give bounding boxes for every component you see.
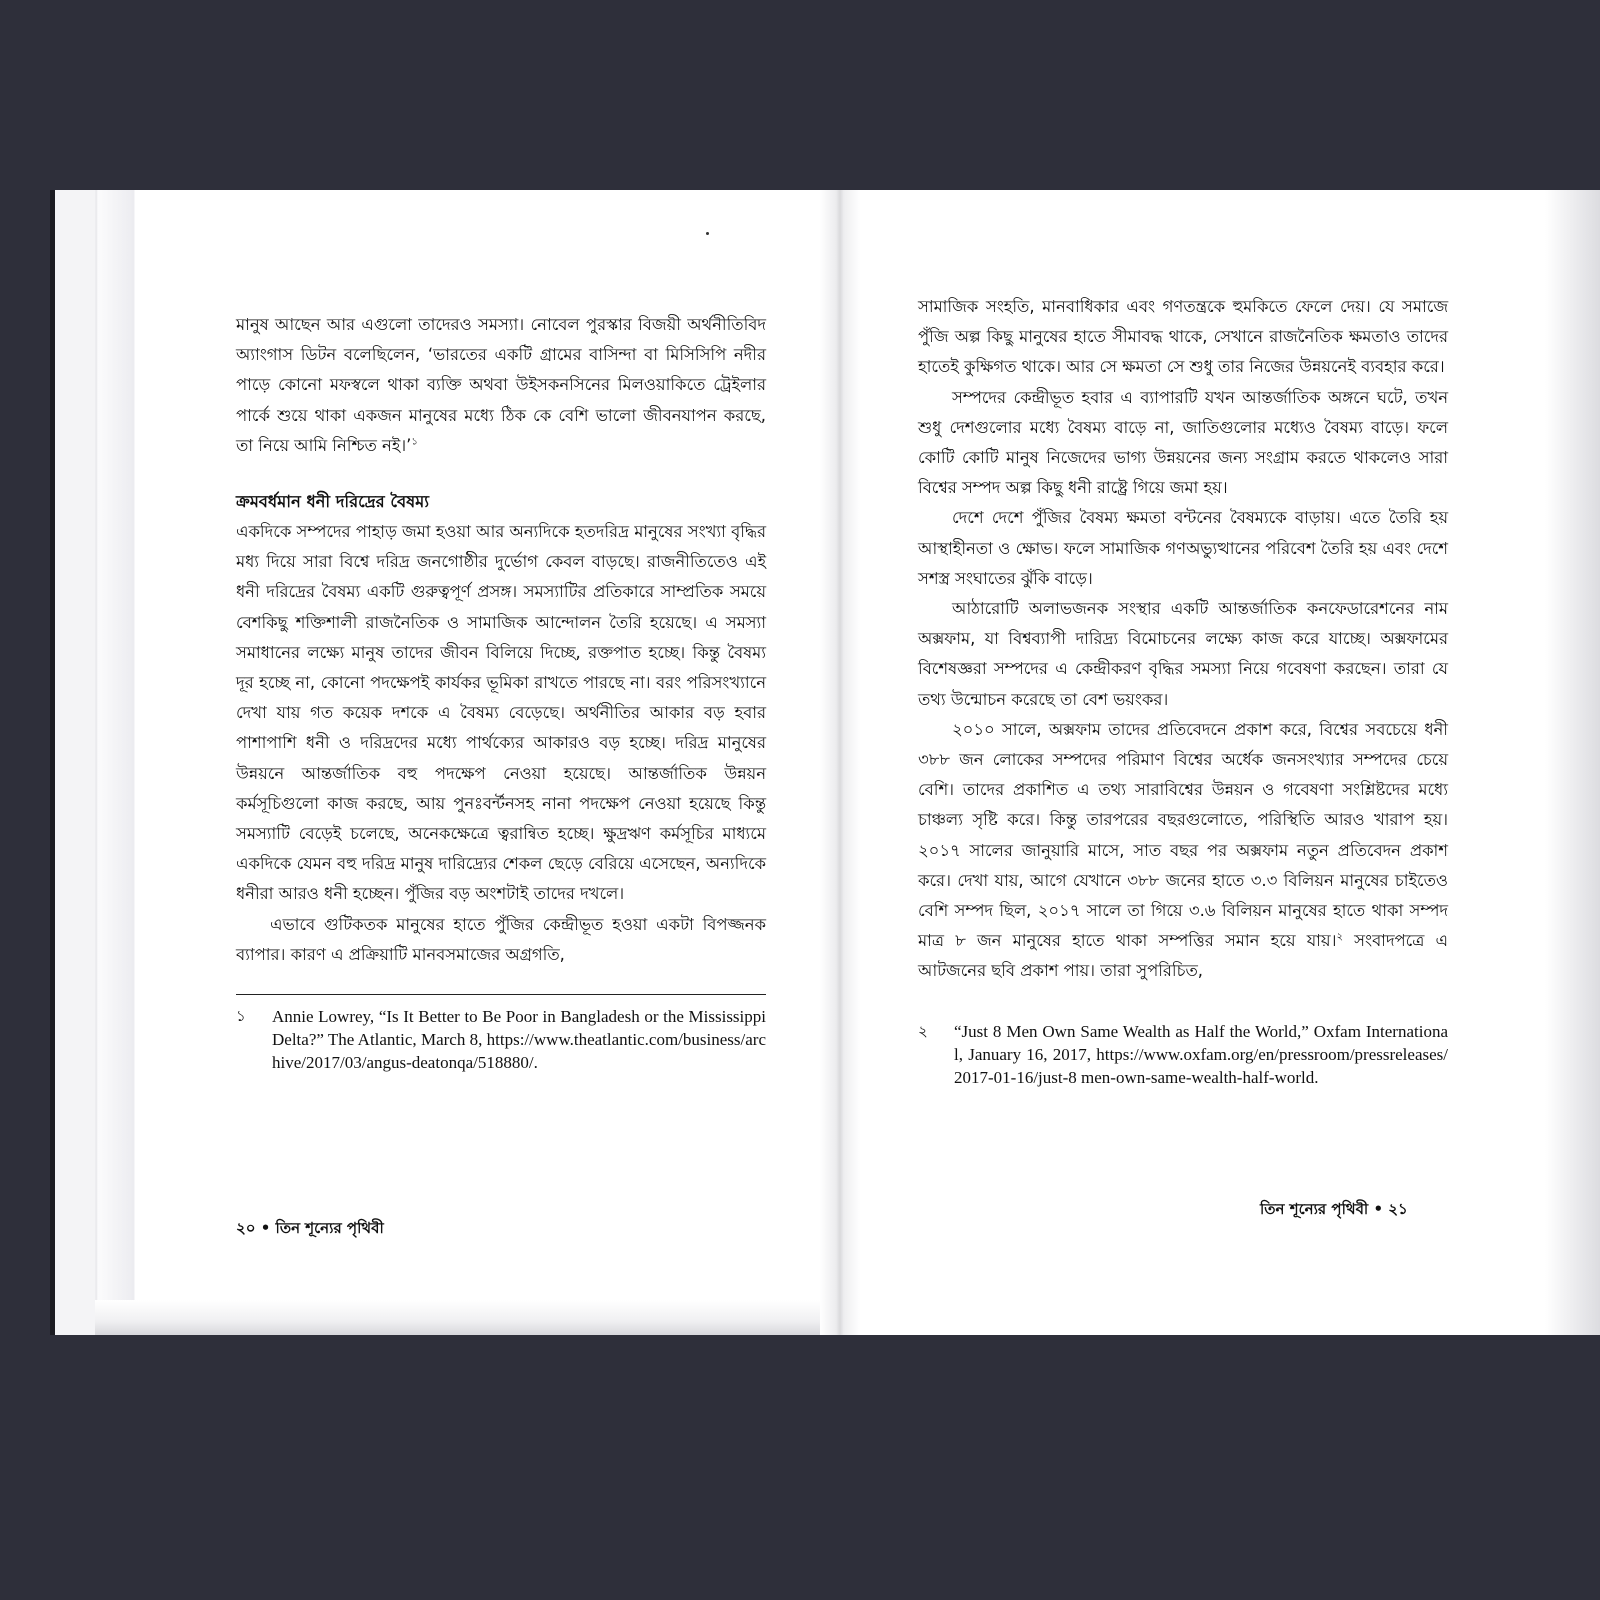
footnote-text: “Just 8 Men Own Same Wealth as Half the World,” Oxfam International, January 16, 2017, https://www.oxfam.org/en/pressroom/pressreleases/2017-01-16/just-8 men-own-same-wealth-half-world. xyxy=(954,1021,1448,1087)
left-paragraph-2: একদিকে সম্পদের পাহাড় জমা হওয়া আর অন্যদিকে হতদরিদ্র মানুষের সংখ্যা বৃদ্ধির মধ্য দিয়ে সারা বিশ্বে দরিদ্র জনগোষ্ঠীর দুর্ভোগ কেবল বাড়ছে। রাজনীতিতেও এই ধনী দরিদ্রের বৈষম্য একটি গুরুত্বপূর্ণ প্রসঙ্গ। সমস্যাটির প্রতিকারে সাম্প্রতিক সময়ে বেশকিছু শক্তিশালী রাজনৈতিক ও সামাজিক আন্দোলন তৈরি হয়েছে। এ সমস্যা সমাধানের লক্ষ্যে মানুষ তাদের জীবন বিলিয়ে দিচ্ছে, রক্তপাত হচ্ছে। কিন্তু বৈষম্য দূর হচ্ছে না, কোনো পদক্ষেপই কার্যকর ভূমিকা রাখতে পারছে না। বরং পরিসংখ্যানে দেখা যায় গত কয়েক দশকে এ বৈষম্য বেড়েছে। অর্থনীতির আকার বড় হবার পাশাপাশি ধনী ও দরিদ্রদের মধ্যে পার্থক্যের আকারও বড় হচ্ছে। দরিদ্র মানুষের উন্নয়নে আন্তর্জাতিক বহু পদক্ষেপ নেওয়া হয়েছে। আন্তর্জাতিক উন্নয়ন কর্মসূচিগুলো কাজ করছে, আয় পুনঃবর্ন্টনসহ নানা পদক্ষেপ নেওয়া হয়েছে কিন্তু সমস্যাটি বেড়েই চলেছে, অনেকক্ষেত্রে ত্বরান্বিত হচ্ছে। ক্ষুদ্রঋণ কর্মসূচির মাধ্যমে একদিকে যেমন বহু দরিদ্র মানুষ দারিদ্র্যের শেকল ছেড়ে বেরিয়ে এসেছেন, অন্যদিকে ধনীরা আরও ধনী হচ্ছেন। পুঁজির বড় অংশটাই তাদের দখলে। xyxy=(236,522,766,904)
footnote-number: ২ xyxy=(918,1021,928,1040)
footnote-number: ১ xyxy=(236,1007,246,1026)
footnote-ref-1[interactable]: ১ xyxy=(411,436,418,448)
footnote-divider xyxy=(918,1009,1448,1010)
page-right-edge xyxy=(1545,190,1600,1335)
section-heading: ক্রমবর্ধমান ধনী দরিদ্রের বৈষম্য xyxy=(236,492,429,512)
footnote-1 xyxy=(236,1005,766,1074)
right-page xyxy=(918,292,1448,1089)
left-paragraph-1: মানুষ আছেন আর এগুলো তাদেরও সমস্যা। নোবেল পুরস্কার বিজয়ী অর্থনীতিবিদ অ্যাংগাস ডিটন বলেছিলেন, ‘ভারতের একটি গ্রামের বাসিন্দা বা মিসিসিপি নদীর পাড়ে কোনো মফস্বলে থাকা ব্যক্তি অথবা উইসকনসিনের মিলওয়াকিতে ট্রেইলার পার্কে শুয়ে থাকা একজন মানুষের মধ্যে ঠিক কে বেশি ভালো জীবনযাপন করছে, তা নিয়ে আমি নিশ্চিত নই।’$^১$ xyxy=(236,315,766,455)
right-paragraph-2: সম্পদের কেন্দ্রীভূত হবার এ ব্যাপারটি যখন আন্তর্জাতিক অঙ্গনে ঘটে, তখন শুধু দেশগুলোর মধ্যে বৈষম্য বাড়ে না, জাতিগুলোর মধ্যেও বৈষম্য বাড়ে। ফলে কোটি কোটি মানুষ নিজেদের ভাগ্য উন্নয়নের জন্য সংগ্রাম করতে থাকলেও সারা বিশ্বের সম্পদ অল্প কিছু ধনী রাষ্ট্রে গিয়ে জমা হয়। xyxy=(918,387,1448,498)
right-paragraph-4: আঠারোটি অলাভজনক সংস্থার একটি আন্তর্জাতিক কনফেডারেশনের নাম অক্সফাম, যা বিশ্বব্যাপী দারিদ্র্য বিমোচনের লক্ষ্যে কাজ করে যাচ্ছে। অক্সফামের বিশেষজ্ঞরা সম্পদের এ কেন্দ্রীকরণ বৃদ্ধির সমস্যা নিয়ে গবেষণা করছেন। তারা যে তথ্য উন্মোচন করেছে তা বেশ ভয়ংকর। xyxy=(918,599,1448,709)
left-page xyxy=(236,310,766,1074)
footnote-divider xyxy=(236,994,766,995)
left-paragraph-3: এভাবে গুটিকতক মানুষের হাতে পুঁজির কেন্দ্রীভূত হওয়া একটা বিপজ্জনক ব্যাপার। কারণ এ প্রক্রিয়াটি মানবসমাজের অগ্রগতি, xyxy=(236,914,766,964)
book-spine xyxy=(820,190,860,1335)
footnote-text: Annie Lowrey, “Is It Better to Be Poor in Bangladesh or the Mississippi Delta?” The Atlantic, March 8, https://www.theatlantic.com/business/archive/2017/03/angus-deatonqa/518880/. xyxy=(272,1007,766,1073)
page-folio-left: ২০ • তিন শূন্যের পৃথিবী xyxy=(236,1219,384,1237)
footnote-ref-2[interactable]: ২ xyxy=(1336,931,1343,943)
footnote-2 xyxy=(918,1020,1448,1089)
right-paragraph-5: ২০১০ সালে, অক্সফাম তাদের প্রতিবেদনে প্রকাশ করে, বিশ্বের সবচেয়ে ধনী ৩৮৮ জন লোকের সম্পদের পরিমাণ বিশ্বের অর্ধেক জনসংখ্যার সম্পদের চেয়ে বেশি। তাদের প্রকাশিত এ তথ্য সারাবিশ্বের উন্নয়ন ও গবেষণা সংশ্লিষ্টদের মধ্যে চাঞ্চল্য সৃষ্টি করে। কিন্তু তারপরের বছরগুলোতে, পরিস্থিতি আরও খারাপ হয়। ২০১৭ সালের জানুয়ারি মাসে, সাত বছর পর অক্সফাম নতুন প্রতিবেদন প্রকাশ করে। দেখা যায়, আগে যেখানে ৩৮৮ জনের হাতে ৩.৩ বিলিয়ন মানুষের চাইতেও বেশি সম্পদ ছিল, ২০১৭ সালে তা গিয়ে ৩.৬ বিলিয়ন মানুষের হাতে থাকা সম্পদ মাত্র ৮ জন মানুষের হাতে থাকা সম্পত্তির সমান হয়ে যায়।$^২$ সংবাদপত্রে এ আটজনের ছবি প্রকাশ পায়। তারা সুপরিচিত, xyxy=(918,719,1449,981)
print-speck xyxy=(706,232,709,235)
right-paragraph-3: দেশে দেশে পুঁজির বৈষম্য ক্ষমতা বন্টনের বৈষম্যকে বাড়ায়। এতে তৈরি হয় আস্থাহীনতা ও ক্ষোভ। ফলে সামাজিক গণঅভ্যুত্থানের পরিবেশ তৈরি হয় এবং দেশে সশস্ত্র সংঘাতের ঝুঁকি বাড়ে। xyxy=(918,508,1448,588)
page-stack-bottom-edge xyxy=(95,1300,825,1335)
right-paragraph-1: সামাজিক সংহতি, মানবাধিকার এবং গণতন্ত্রকে হুমকিতে ফেলে দেয়। যে সমাজে পুঁজি অল্প কিছু মানুষের হাতে সীমাবদ্ধ থাকে, সেখানে রাজনৈতিক ক্ষমতাও তাদের হাতেই কুক্ষিগত থাকে। আর সে ক্ষমতা সে শুধু তার নিজের উন্নয়নেই ব্যবহার করে। xyxy=(918,297,1448,377)
page-folio-right: তিন শূন্যের পৃথিবী • ২১ xyxy=(1260,1200,1408,1218)
page-stack-left-edge xyxy=(50,190,135,1335)
